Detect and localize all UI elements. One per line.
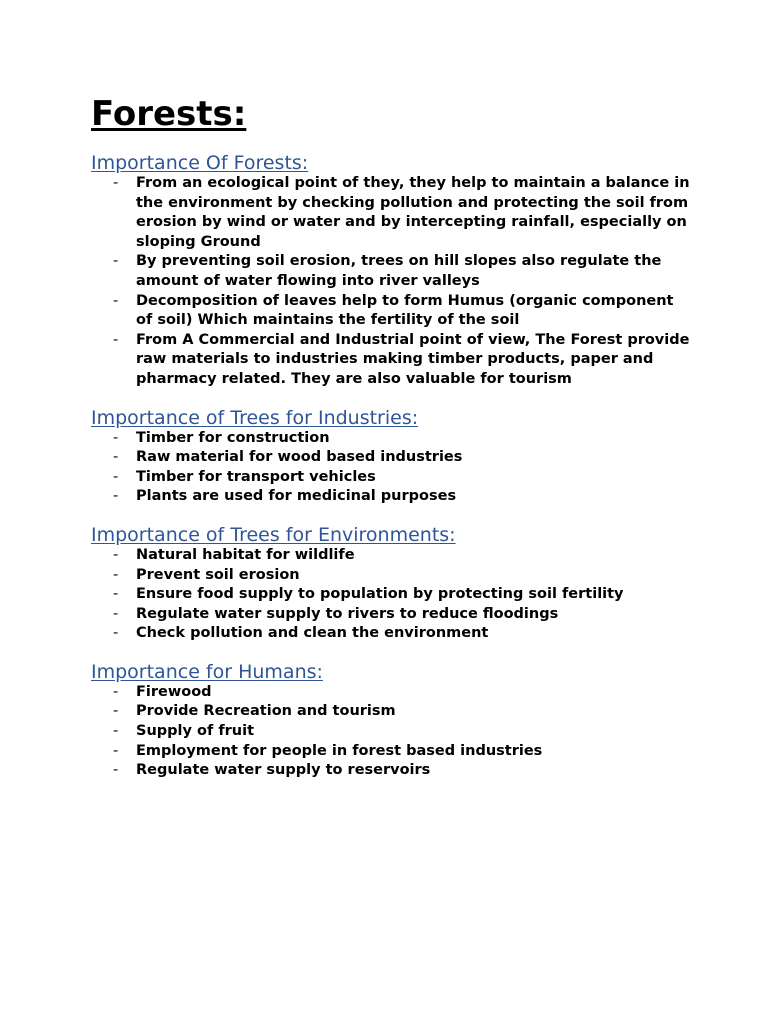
bullet-dash-icon: - (113, 703, 119, 720)
bullet-dash-icon: - (113, 253, 119, 270)
list-item-text: By preventing soil erosion, trees on hill slopes also regulate the amount of water flowing into river valleys (136, 253, 662, 289)
list-item-text: Employment for people in forest based industries (136, 742, 543, 759)
section-heading: Importance of Trees for Environments: (91, 523, 456, 546)
section (91, 661, 691, 781)
bullet-dash-icon: - (113, 429, 119, 446)
bullet-dash-icon: - (113, 566, 119, 583)
bullet-dash-icon: - (113, 292, 119, 309)
list-item (113, 252, 691, 291)
bullet-dash-icon: - (113, 723, 119, 740)
list-item-text: Supply of fruit (136, 723, 254, 740)
list-item (113, 585, 691, 605)
section (91, 524, 691, 644)
list-item (113, 468, 691, 488)
list-item-text: Check pollution and clean the environment (136, 625, 489, 642)
bullet-dash-icon: - (113, 331, 119, 348)
list-item-text: From an ecological point of they, they help to maintain a balance in the environment by checking pollution and protecting the soil from erosion by wind or water and by intercepting rainfall, especially on sloping Ground (136, 175, 690, 250)
list-item-text: Provide Recreation and tourism (136, 703, 396, 720)
bullet-dash-icon: - (113, 683, 119, 700)
sections-container (91, 152, 691, 781)
bullet-list (91, 683, 691, 781)
list-item (113, 448, 691, 468)
bullet-list (91, 429, 691, 507)
list-item (113, 761, 691, 781)
section-heading: Importance for Humans: (91, 660, 323, 683)
bullet-dash-icon: - (113, 586, 119, 603)
section (91, 152, 691, 390)
section-heading: Importance of Trees for Industries: (91, 406, 419, 429)
list-item-text: Prevent soil erosion (136, 566, 300, 583)
list-item (113, 702, 691, 722)
list-item-text: Natural habitat for wildlife (136, 546, 355, 563)
bullet-dash-icon: - (113, 742, 119, 759)
list-item (113, 292, 691, 331)
bullet-dash-icon: - (113, 488, 119, 505)
list-item (113, 605, 691, 625)
list-item (113, 429, 691, 449)
list-item-text: Regulate water supply to reservoirs (136, 762, 431, 779)
bullet-dash-icon: - (113, 468, 119, 485)
list-item-text: Ensure food supply to population by protecting soil fertility (136, 586, 624, 603)
list-item (113, 174, 691, 252)
list-item-text: Plants are used for medicinal purposes (136, 488, 457, 505)
list-item (113, 624, 691, 644)
list-item-text: Timber for construction (136, 429, 330, 446)
bullet-dash-icon: - (113, 546, 119, 563)
section (91, 407, 691, 507)
bullet-dash-icon: - (113, 175, 119, 191)
list-item-text: Raw material for wood based industries (136, 449, 463, 466)
section-heading: Importance Of Forests: (91, 152, 309, 174)
bullet-dash-icon: - (113, 762, 119, 779)
list-item (113, 487, 691, 507)
list-item (113, 331, 691, 390)
bullet-dash-icon: - (113, 605, 119, 622)
bullet-dash-icon: - (113, 449, 119, 466)
document-page (91, 94, 691, 781)
list-item (113, 546, 691, 566)
list-item (113, 722, 691, 742)
list-item (113, 742, 691, 762)
bullet-list (91, 546, 691, 644)
list-item-text: Regulate water supply to rivers to reduce floodings (136, 605, 559, 622)
list-item (113, 566, 691, 586)
list-item-text: Decomposition of leaves help to form Humus (organic component of soil) Which maintains the fertility of the soil (136, 292, 674, 329)
list-item-text: Timber for transport vehicles (136, 468, 376, 485)
document-title: Forests: (91, 94, 247, 134)
list-item (113, 683, 691, 703)
list-item-text: Firewood (136, 683, 212, 700)
list-item-text: From A Commercial and Industrial point of view, The Forest provide raw materials to industries making timber products, paper and pharmacy related. They are also valuable for tourism (136, 331, 690, 387)
bullet-list (91, 174, 691, 390)
bullet-dash-icon: - (113, 625, 119, 642)
